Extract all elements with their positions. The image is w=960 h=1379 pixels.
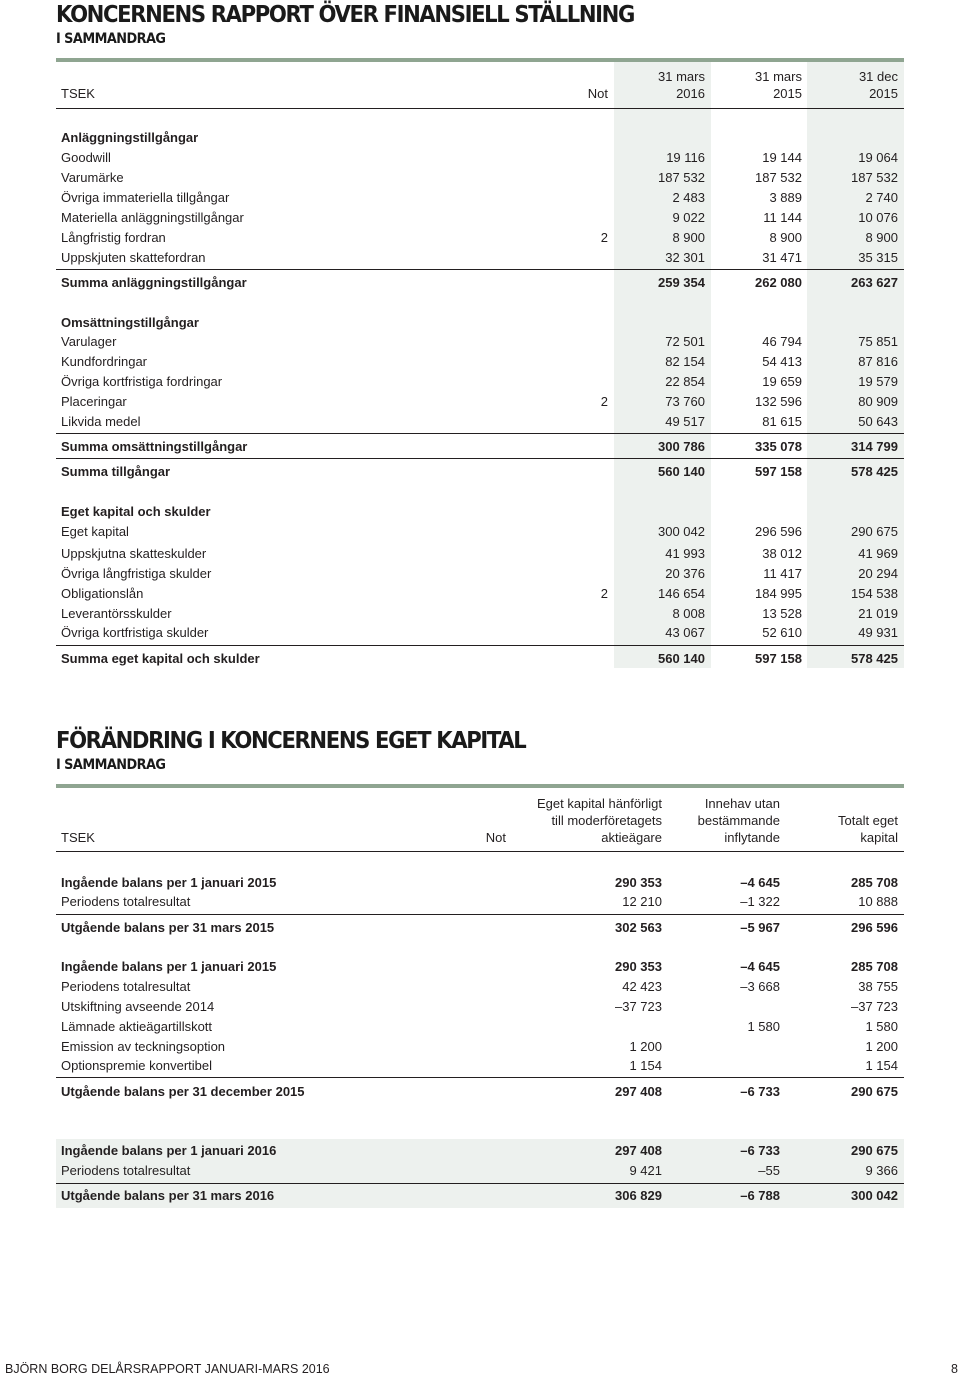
- balance-row-value-col3: 19 579: [858, 374, 898, 389]
- balance-row-value-col1: 560 140: [658, 464, 705, 479]
- equity-row-value-col1: 290 353: [615, 959, 662, 974]
- balance-row: [56, 584, 904, 604]
- balance-row: [56, 332, 904, 352]
- balance-row-value-col1: 8 008: [672, 606, 705, 621]
- equity-row-value-col1: 42 423: [622, 979, 662, 994]
- equity-row-value-col3: 9 366: [865, 1163, 898, 1178]
- equity-row: [56, 977, 904, 997]
- balance-row-label: Omsättningstillgångar: [61, 315, 199, 330]
- balance-row-label: Övriga kortfristiga skulder: [61, 625, 209, 640]
- equity-row: [56, 1082, 904, 1102]
- balance-row-note: 2: [600, 230, 608, 245]
- balance-row-label: Anläggningstillgångar: [61, 130, 199, 145]
- balance-row-note: 2: [600, 586, 608, 601]
- equity-row-label: Lämnade aktieägartillskott: [61, 1019, 213, 1034]
- balance-row-value-col3: 35 315: [858, 250, 898, 265]
- balance-row: [56, 502, 904, 522]
- balance-row-value-col2: 54 413: [762, 354, 802, 369]
- equity-row-value-col2: –5 967: [740, 920, 780, 935]
- balance-row-value-col1: 49 517: [665, 414, 705, 429]
- equity-row-label: Emission av teckningsoption: [61, 1039, 226, 1054]
- balance-row-value-col1: 146 654: [658, 586, 705, 601]
- equity-row-label: Utgående balans per 31 mars 2015: [61, 920, 275, 935]
- balance-row-value-col2: 296 596: [755, 524, 802, 539]
- balance-row-value-col3: 75 851: [858, 334, 898, 349]
- equity-row-label: Ingående balans per 1 januari 2016: [61, 1143, 277, 1158]
- balance-subtitle: I SAMMANDRAG: [56, 31, 166, 47]
- equity-header-col3-line1: Totalt eget: [838, 813, 898, 828]
- balance-row-value-col1: 560 140: [658, 651, 705, 666]
- equity-row-label: Periodens totalresultat: [61, 894, 191, 909]
- balance-row: [56, 437, 904, 457]
- balance-row-value-col1: 8 900: [672, 230, 705, 245]
- balance-row-value-col1: 300 042: [658, 524, 705, 539]
- equity-title: FÖRÄNDRING I KONCERNENS EGET KAPITAL: [56, 728, 526, 754]
- balance-row-value-col3: 50 643: [858, 414, 898, 429]
- equity-row-label: Periodens totalresultat: [61, 1163, 191, 1178]
- equity-row-value-col3: 38 755: [858, 979, 898, 994]
- balance-row-label: Materiella anläggningstillgångar: [61, 210, 244, 225]
- equity-row-value-col2: –3 668: [740, 979, 780, 994]
- equity-header-col1-line3: aktieägare: [601, 830, 662, 845]
- equity-header-rule: [56, 851, 904, 852]
- balance-row-label: Eget kapital och skulder: [61, 504, 211, 519]
- balance-row: [56, 273, 904, 293]
- equity-row-value-col3: 1 200: [865, 1039, 898, 1054]
- balance-row-value-col3: 21 019: [858, 606, 898, 621]
- balance-row-value-col1: 32 301: [665, 250, 705, 265]
- balance-rule-4: [56, 645, 904, 646]
- equity-row: [56, 957, 904, 977]
- balance-row-value-col2: 132 596: [755, 394, 802, 409]
- equity-row: [56, 1037, 904, 1057]
- balance-row: [56, 604, 904, 624]
- equity-header-row: [56, 795, 904, 847]
- balance-row-value-col2: 187 532: [755, 170, 802, 185]
- equity-row-value-col3: 290 675: [851, 1143, 898, 1158]
- equity-row-value-col2: 1 580: [747, 1019, 780, 1034]
- balance-row-label: Kundfordringar: [61, 354, 147, 369]
- equity-row-value-col2: –55: [758, 1163, 780, 1178]
- balance-row-value-col1: 20 376: [665, 566, 705, 581]
- balance-row: [56, 228, 904, 248]
- equity-row-value-col1: 12 210: [622, 894, 662, 909]
- balance-row-value-col2: 52 610: [762, 625, 802, 640]
- balance-row-label: Övriga kortfristiga fordringar: [61, 374, 223, 389]
- equity-row-label: Ingående balans per 1 januari 2015: [61, 875, 277, 890]
- equity-row-value-col1: 1 200: [629, 1039, 662, 1054]
- balance-row: [56, 412, 904, 432]
- balance-row-value-col3: 19 064: [858, 150, 898, 165]
- equity-rule-1: [56, 914, 904, 915]
- equity-row-label: Utgående balans per 31 december 2015: [61, 1084, 305, 1099]
- balance-row-value-col3: 80 909: [858, 394, 898, 409]
- equity-rule-3: [56, 1183, 904, 1184]
- balance-row: [56, 248, 904, 268]
- equity-row-value-col3: –37 723: [851, 999, 898, 1014]
- balance-row-value-col2: 262 080: [755, 275, 802, 290]
- balance-row-label: Placeringar: [61, 394, 127, 409]
- equity-row: [56, 892, 904, 912]
- balance-row-value-col2: 184 995: [755, 586, 802, 601]
- balance-row-value-col3: 10 076: [858, 210, 898, 225]
- balance-row-label: Långfristig fordran: [61, 230, 166, 245]
- balance-row: [56, 623, 904, 643]
- equity-header-not: Not: [485, 830, 506, 845]
- balance-row-value-col3: 49 931: [858, 625, 898, 640]
- balance-row-value-col2: 335 078: [755, 439, 802, 454]
- equity-row-value-col1: 9 421: [629, 1163, 662, 1178]
- equity-row: [56, 918, 904, 938]
- equity-row-value-col2: –6 733: [740, 1084, 780, 1099]
- balance-row-value-col3: 41 969: [858, 546, 898, 561]
- balance-row: [56, 208, 904, 228]
- footer-page-number: 8: [951, 1362, 958, 1376]
- balance-row: [56, 462, 904, 482]
- balance-row-label: Summa omsättningstillgångar: [61, 439, 248, 454]
- balance-row-label: Övriga immateriella tillgångar: [61, 190, 230, 205]
- balance-row-value-col2: 19 144: [762, 150, 802, 165]
- equity-row-value-col3: 290 675: [851, 1084, 898, 1099]
- balance-row-label: Leverantörsskulder: [61, 606, 172, 621]
- equity-header-col1-line2: till moderföretagets: [551, 813, 662, 828]
- equity-row-value-col3: 1 154: [865, 1058, 898, 1073]
- footer-report-name: BJÖRN BORG DELÅRSRAPPORT JANUARI-MARS 2016: [5, 1362, 330, 1376]
- balance-row: [56, 128, 904, 148]
- balance-row-value-col1: 2 483: [672, 190, 705, 205]
- balance-row: [56, 564, 904, 584]
- equity-row-value-col2: –6 733: [740, 1143, 780, 1158]
- equity-row-label: Utgående balans per 31 mars 2016: [61, 1188, 275, 1203]
- balance-row-value-col2: 11 417: [763, 566, 802, 581]
- balance-row-value-col1: 259 354: [658, 275, 705, 290]
- equity-header-col2-line3: inflytande: [724, 830, 780, 845]
- balance-header-tsek: TSEK: [61, 86, 95, 101]
- balance-title: KONCERNENS RAPPORT ÖVER FINANSIELL STÄLLNING: [56, 2, 634, 28]
- balance-header-rule: [56, 108, 904, 109]
- equity-row-value-col1: 297 408: [615, 1143, 662, 1158]
- balance-header-col2-line2: 2015: [773, 86, 802, 101]
- balance-row: [56, 352, 904, 372]
- balance-row-value-col3: 290 675: [851, 524, 898, 539]
- equity-row-value-col2: –6 788: [740, 1188, 780, 1203]
- equity-row: [56, 1161, 904, 1181]
- balance-row-value-col3: 2 740: [865, 190, 898, 205]
- balance-row-value-col2: 19 659: [762, 374, 802, 389]
- equity-row: [56, 1186, 904, 1206]
- balance-rule-3: [56, 458, 904, 459]
- balance-row-label: Varulager: [61, 334, 117, 349]
- balance-row-value-col2: 11 144: [763, 210, 802, 225]
- equity-row-value-col3: 1 580: [865, 1019, 898, 1034]
- equity-row: [56, 873, 904, 893]
- balance-row: [56, 148, 904, 168]
- balance-row-value-col3: 8 900: [865, 230, 898, 245]
- balance-rule-2: [56, 433, 904, 434]
- balance-header-col3-line1: 31 dec: [858, 69, 898, 84]
- balance-row-value-col2: 38 012: [762, 546, 802, 561]
- balance-row-note: 2: [600, 394, 608, 409]
- balance-row-value-col1: 9 022: [672, 210, 705, 225]
- balance-row: [56, 544, 904, 564]
- balance-row: [56, 522, 904, 542]
- equity-row-value-col2: –4 645: [740, 959, 780, 974]
- balance-row-value-col2: 81 615: [762, 414, 802, 429]
- equity-row-value-col3: 296 596: [851, 920, 898, 935]
- equity-row: [56, 1017, 904, 1037]
- equity-row-value-col2: –1 322: [740, 894, 780, 909]
- balance-header-row: [56, 68, 904, 104]
- balance-row-value-col2: 46 794: [762, 334, 802, 349]
- balance-row-value-col1: 19 116: [666, 150, 705, 165]
- balance-row-label: Varumärke: [61, 170, 124, 185]
- equity-row-value-col1: 302 563: [615, 920, 662, 935]
- equity-header-col1-line1: Eget kapital hänförligt: [536, 796, 662, 811]
- balance-row-label: Övriga långfristiga skulder: [61, 566, 212, 581]
- balance-row: [56, 168, 904, 188]
- balance-row-value-col2: 3 889: [769, 190, 802, 205]
- equity-row-label: Periodens totalresultat: [61, 979, 191, 994]
- equity-row: [56, 1056, 904, 1076]
- balance-row-value-col1: 43 067: [665, 625, 705, 640]
- balance-row-value-col2: 31 471: [762, 250, 802, 265]
- balance-row-value-col3: 578 425: [851, 651, 898, 666]
- equity-row-value-col2: –4 645: [740, 875, 780, 890]
- balance-header-col3-line2: 2015: [869, 86, 898, 101]
- balance-row-value-col3: 87 816: [858, 354, 898, 369]
- balance-header-col1-line1: 31 mars: [658, 69, 705, 84]
- balance-row-label: Goodwill: [61, 150, 111, 165]
- equity-header-col2-line2: bestämmande: [697, 813, 780, 828]
- equity-row: [56, 997, 904, 1017]
- balance-row-value-col3: 154 538: [851, 586, 898, 601]
- equity-header-tsek: TSEK: [61, 830, 95, 845]
- equity-row-value-col3: 285 708: [851, 959, 898, 974]
- balance-row-label: Likvida medel: [61, 414, 141, 429]
- balance-row-value-col1: 187 532: [658, 170, 705, 185]
- balance-row-label: Uppskjuten skattefordran: [61, 250, 206, 265]
- equity-row-value-col1: 297 408: [615, 1084, 662, 1099]
- equity-row-label: Utskiftning avseende 2014: [61, 999, 215, 1014]
- equity-row-value-col1: 290 353: [615, 875, 662, 890]
- balance-row: [56, 372, 904, 392]
- balance-rule-1: [56, 269, 904, 270]
- balance-row: [56, 392, 904, 412]
- balance-row-value-col1: 41 993: [665, 546, 705, 561]
- balance-row-value-col3: 263 627: [851, 275, 898, 290]
- balance-row-label: Summa eget kapital och skulder: [61, 651, 260, 666]
- equity-row-label: Optionspremie konvertibel: [61, 1058, 213, 1073]
- balance-row-value-col1: 82 154: [665, 354, 705, 369]
- equity-row-value-col1: –37 723: [615, 999, 662, 1014]
- balance-row-label: Obligationslån: [61, 586, 144, 601]
- equity-row-value-col3: 300 042: [851, 1188, 898, 1203]
- balance-header-col1-line2: 2016: [676, 86, 705, 101]
- equity-top-rule: [56, 784, 904, 788]
- balance-row-value-col2: 597 158: [755, 464, 802, 479]
- balance-row-label: Summa tillgångar: [61, 464, 171, 479]
- balance-header-not: Not: [587, 86, 608, 101]
- balance-row-value-col3: 314 799: [851, 439, 898, 454]
- balance-row: [56, 188, 904, 208]
- balance-row: [56, 313, 904, 333]
- balance-row-label: Summa anläggningstillgångar: [61, 275, 247, 290]
- balance-row-value-col3: 187 532: [851, 170, 898, 185]
- balance-row-value-col3: 578 425: [851, 464, 898, 479]
- balance-row-value-col3: 20 294: [858, 566, 898, 581]
- balance-row-value-col1: 22 854: [665, 374, 705, 389]
- equity-row-label: Ingående balans per 1 januari 2015: [61, 959, 277, 974]
- equity-rule-2: [56, 1077, 904, 1078]
- balance-row-value-col2: 8 900: [769, 230, 802, 245]
- equity-row-value-col1: 1 154: [629, 1058, 662, 1073]
- balance-row-value-col1: 300 786: [658, 439, 705, 454]
- balance-row-value-col2: 597 158: [755, 651, 802, 666]
- equity-row-value-col3: 285 708: [851, 875, 898, 890]
- equity-row: [56, 1141, 904, 1161]
- balance-row-value-col1: 73 760: [665, 394, 705, 409]
- balance-top-rule: [56, 58, 904, 62]
- equity-subtitle: I SAMMANDRAG: [56, 757, 166, 773]
- balance-header-col2-line1: 31 mars: [755, 69, 802, 84]
- balance-row-value-col2: 13 528: [762, 606, 802, 621]
- balance-row-label: Eget kapital: [61, 524, 129, 539]
- equity-row-value-col3: 10 888: [858, 894, 898, 909]
- balance-row-value-col1: 72 501: [665, 334, 705, 349]
- equity-header-col2-line1: Innehav utan: [704, 796, 780, 811]
- balance-row-label: Uppskjutna skatteskulder: [61, 546, 207, 561]
- balance-row: [56, 649, 904, 669]
- equity-header-col3-line2: kapital: [860, 830, 898, 845]
- equity-row-value-col1: 306 829: [615, 1188, 662, 1203]
